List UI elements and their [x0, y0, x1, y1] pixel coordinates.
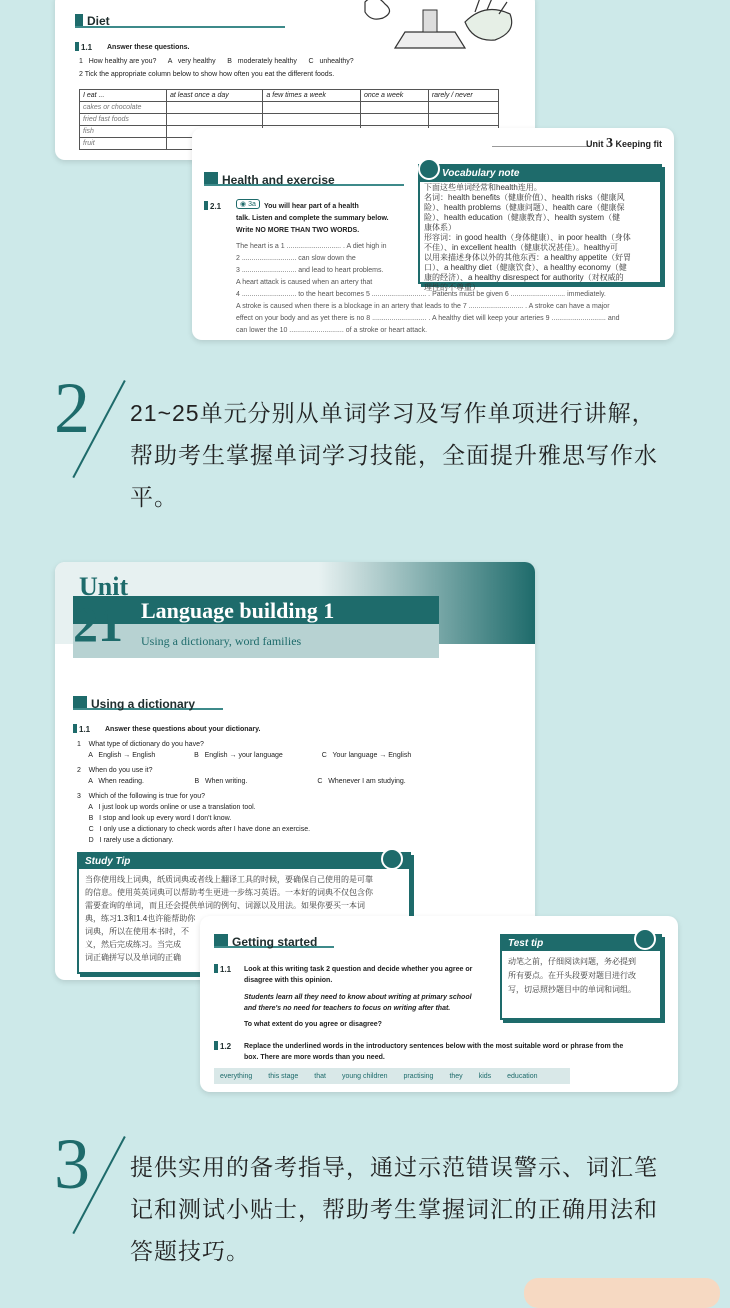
health-instruction-3: Write NO MORE THAN TWO WORDS.: [236, 227, 360, 234]
audio-track-badge[interactable]: [236, 199, 260, 209]
dictionary-item: A I just look up words online or use a translation tool.: [77, 804, 256, 811]
health-instruction-2: talk. Listen and complete the summary below.: [236, 215, 389, 222]
summary-line: A stroke is caused when there is a blockage in an artery that leads to the 7 ............................ . A stroke can have a major: [236, 303, 610, 310]
word-box: [214, 1068, 570, 1084]
vocab-line: 康的经济）、a healthy disrespect for authority（对权威的: [424, 273, 624, 282]
summary-line: can lower the 10 ............................ of a stroke or heart attack.: [236, 327, 428, 334]
word-option[interactable]: that: [314, 1072, 326, 1080]
section-3-description: 提供实用的备考指导，通过示范错误警示、词汇笔记和测试小贴士，帮助考生掌握词汇的正确用法和答题技巧。: [130, 1154, 658, 1264]
unit-number: 3: [605, 136, 613, 151]
vocab-line: 理性的不尊重）: [424, 283, 480, 292]
task-1-text: disagree with this opinion.: [244, 977, 333, 984]
section-3-number: 3: [54, 1124, 90, 1204]
vocabulary-note-box: [418, 164, 662, 292]
study-tip-line: 需要查询的单词，而且还会提供单词的例句、词源以及用法。如果你要买一本词: [85, 901, 365, 910]
dictionary-item: D I rarely use a dictionary.: [77, 837, 174, 844]
dictionary-item: B I stop and look up every word I don't know.: [77, 815, 232, 822]
dictionary-question-title: Answer these questions about your dictionary.: [105, 726, 261, 733]
test-tip-line: 写，切忌照抄题目中的单词和词组。: [508, 985, 636, 994]
diet-question-title: Answer these questions.: [107, 44, 190, 51]
food-scale-illustration: [345, 0, 525, 54]
table-header: I eat ...: [80, 90, 167, 102]
health-page-card: [192, 128, 674, 340]
table-header: rarely / never: [428, 90, 498, 102]
study-tip-line: 义，然后完成练习。当完成: [85, 940, 181, 949]
word-option[interactable]: they: [449, 1072, 463, 1080]
test-tip-line: 所有要点。在开头段要对题目进行改: [508, 971, 636, 980]
tick-cell[interactable]: [428, 114, 498, 126]
tick-cell[interactable]: [263, 114, 361, 126]
test-tip-body: [502, 951, 660, 1001]
dictionary-item: 3 Which of the following is true for you?: [77, 793, 206, 800]
getting-started-heading: Getting started: [232, 935, 318, 949]
dictionary-heading: Using a dictionary: [91, 697, 196, 711]
study-tip-icon: [381, 848, 403, 870]
unit-word: Unit: [79, 572, 129, 601]
study-tip-line: 词典，所以在使用本书时，不: [85, 927, 189, 936]
table-row: [80, 114, 499, 126]
diet-question-number: 1.1: [75, 42, 92, 52]
test-tip-line: 动笔之前，仔细阅读问题，务必提到: [508, 957, 636, 966]
vocab-line: 康体系）: [424, 223, 456, 232]
table-header: at least once a day: [167, 90, 263, 102]
tick-cell[interactable]: [167, 102, 263, 114]
diet-item-2: 2 Tick the appropriate column below to show how often you eat the different foods.: [79, 71, 335, 78]
section-2-description: 21~25单元分别从单词学习及写作单项进行讲解，帮助考生掌握单词学习技能，全面提升雅思写作水平。: [130, 400, 658, 510]
task-1-number: 1.1: [214, 964, 231, 974]
health-question-number: 2.1: [204, 201, 221, 211]
vocab-line: 形容词：in good health（身体健康）、in poor health（身体: [424, 233, 631, 242]
diet-heading: Diet: [87, 14, 110, 28]
summary-line: A heart attack is caused when an artery that: [236, 279, 373, 286]
study-tip-line: 典，练习1.3和1.4也许能帮助你: [85, 914, 196, 923]
vocabulary-note-title: Vocabulary note: [420, 166, 660, 182]
word-option[interactable]: kids: [478, 1072, 492, 1080]
vocabulary-note-body: [420, 182, 660, 294]
vocab-line: 险）、health problems（健康问题）、health care（健康保: [424, 203, 625, 212]
task-1-quote: Students learn all they need to know about writing at primary school: [244, 994, 472, 1001]
tick-cell[interactable]: [360, 102, 428, 114]
unit-number: 21: [73, 596, 123, 652]
dictionary-item: 2 When do you use it?: [77, 767, 153, 774]
tick-cell[interactable]: [263, 102, 361, 114]
unit-title: Keeping fit: [615, 139, 662, 149]
test-tip-icon: [634, 928, 656, 950]
unit-header-rule: [492, 146, 588, 147]
dictionary-question-number: 1.1: [73, 724, 90, 734]
vocabulary-note-icon: [418, 158, 440, 180]
task-2-number: 1.2: [214, 1041, 231, 1051]
summary-line: effect on your body and as yet there is no 8 ............................ . A healthy diet will keep your arteries 9 ............................ and: [236, 315, 620, 322]
tick-cell[interactable]: [360, 114, 428, 126]
table-cell: fried fast foods: [80, 114, 167, 126]
health-instruction-1: You will hear part of a health: [264, 203, 359, 210]
word-option[interactable]: this stage: [268, 1072, 299, 1080]
task-1-text: Look at this writing task 2 question and decide whether you agree or: [244, 966, 473, 973]
study-tip-line: 词正确拼写以及单词的正确: [85, 953, 181, 962]
table-header: a few times a week: [263, 90, 361, 102]
vocab-line: 以用来描述身体以外的其他东西：a healthy appetite（好胃: [424, 253, 632, 262]
dictionary-item: A English → English B English → your language C Your language → English: [77, 752, 412, 759]
next-card-edge: [524, 1278, 720, 1308]
task-1-ask: To what extent do you agree or disagree?: [244, 1021, 382, 1028]
vocab-line: 险）、health education（健康教育）、health system（健: [424, 213, 621, 222]
table-header: once a week: [360, 90, 428, 102]
vocab-line: 口）、a healthy diet（健康饮食）、a healthy economy（健: [424, 263, 627, 272]
dictionary-item: C I only use a dictionary to check words after I have done an exercise.: [77, 826, 311, 833]
word-option[interactable]: young children: [341, 1072, 388, 1080]
test-tip-title: Test tip: [502, 936, 660, 951]
dictionary-item: A When reading. B When writing. C Whenever I am studying.: [77, 778, 406, 785]
table-cell: cakes or chocolate: [80, 102, 167, 114]
summary-line: 4 ............................ to the heart becomes 5 ............................ . Patients must be given 6 ............................ immediately.: [236, 291, 606, 298]
study-tip-title: Study Tip: [79, 854, 409, 869]
dictionary-item: 1 What type of dictionary do you have?: [77, 741, 204, 748]
task-1-quote: and there's no need for teachers to focus on writing after that.: [244, 1005, 451, 1012]
health-heading: Health and exercise: [222, 173, 335, 187]
getting-started-card: [200, 916, 678, 1092]
unit-label: Unit: [585, 139, 604, 149]
unit-subtitle: Using a dictionary, word families: [141, 634, 302, 648]
study-tip-line: 当你使用线上词典，纸质词典或者线上翻译工具的时候，要确保自己使用的是可靠: [85, 875, 373, 884]
test-tip-box: [500, 934, 662, 1020]
summary-line: 3 ............................ and lead to heart problems.: [236, 267, 384, 274]
table-header-row: [80, 90, 499, 102]
word-option[interactable]: everything: [220, 1072, 253, 1080]
unit-title: Language building 1: [141, 598, 335, 623]
task-2-text: Replace the underlined words in the introductory sentences below with the most suitable word or phrase from the: [244, 1043, 624, 1050]
audio-track-number: 3a: [248, 201, 256, 208]
tick-cell[interactable]: [167, 114, 263, 126]
diet-item-1: 1 How healthy are you? A very healthy B moderately healthy C unhealthy?: [79, 58, 354, 65]
headphones-icon: ◉: [240, 201, 247, 208]
unit-header: [586, 136, 662, 152]
tick-cell[interactable]: [428, 102, 498, 114]
table-cell: fish: [80, 126, 167, 138]
word-option[interactable]: practising: [403, 1072, 434, 1080]
summary-line: The heart is a 1 ............................ . A diet high in: [236, 243, 387, 250]
vocab-line: 下面这些单词经常和health连用。: [424, 183, 542, 192]
task-2-text: box. There are more words than you need.: [244, 1054, 385, 1061]
study-tip-line: 的信息。使用英英词典可以帮助考生更进一步练习英语。一本好的词典不仅包含你: [85, 888, 373, 897]
vocab-line: 不佳）、in excellent health（健康状况甚佳）。healthy可: [424, 243, 618, 252]
summary-line: 2 ............................ can slow down the: [236, 255, 356, 262]
table-cell: fruit: [80, 138, 167, 150]
table-row: [80, 102, 499, 114]
section-2-number: 2: [54, 368, 90, 448]
word-option[interactable]: education: [507, 1072, 538, 1080]
vocab-line: 名词：health benefits（健康价值）、health risks（健康风: [424, 193, 625, 202]
